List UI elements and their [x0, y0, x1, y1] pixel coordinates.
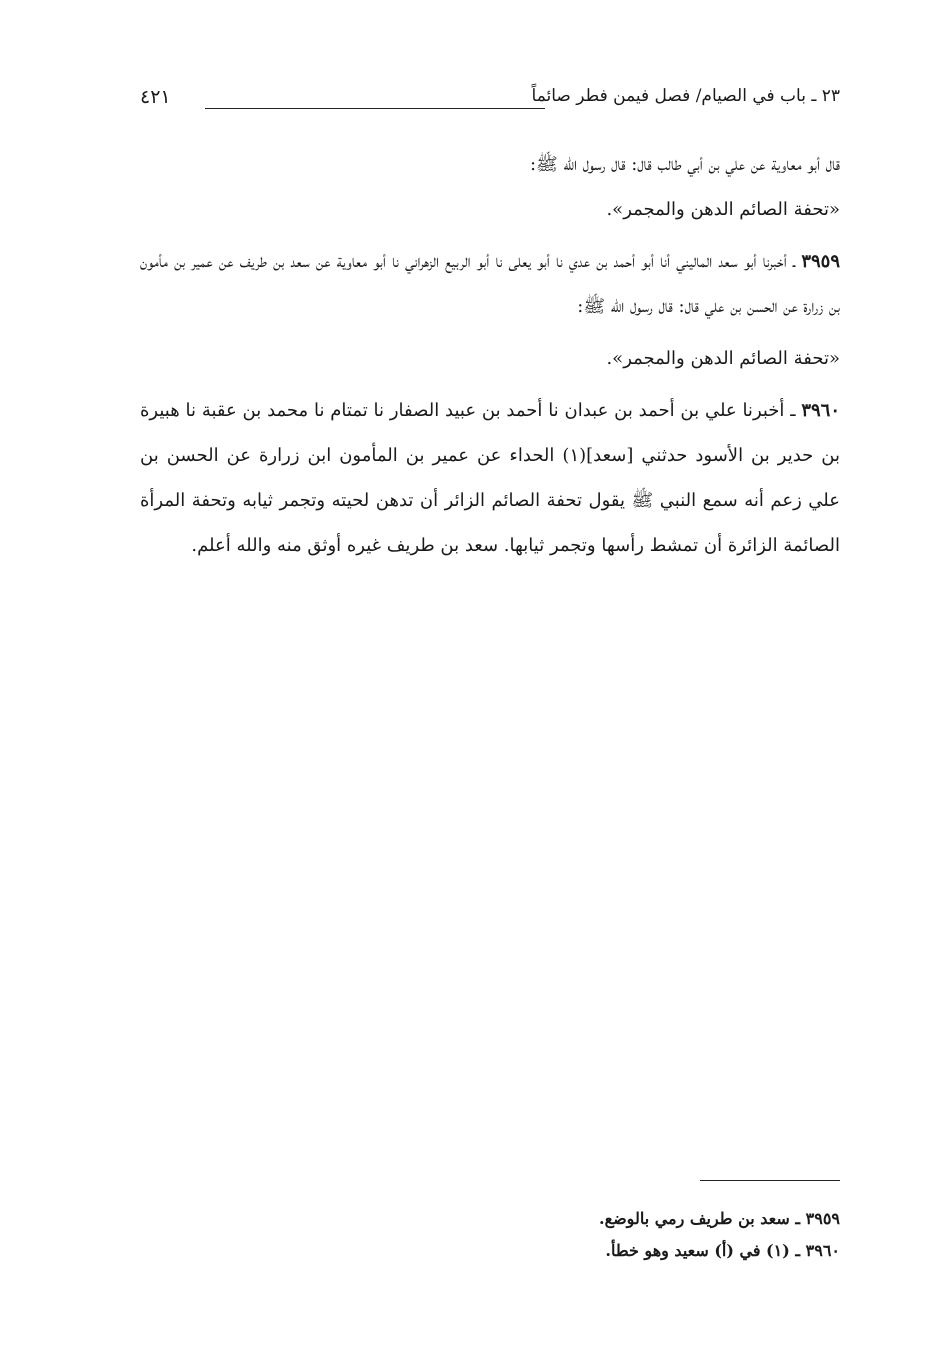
- hadith-quote: «تحفة الصائم الدهن والمجمر».: [606, 348, 840, 369]
- hadith-entry-3960: [140, 388, 840, 568]
- entry-number: ٣٩٥٩: [801, 251, 840, 272]
- paragraph-chain-continuation: قال أبو معاوية عن علي بن أبي طالب قال: قال رسول الله ﷺ:: [529, 154, 840, 175]
- main-text: [140, 142, 840, 568]
- hadith-quote: «تحفة الصائم الدهن والمجمر».: [606, 199, 840, 220]
- header-rule: [205, 108, 545, 109]
- footnotes: [140, 1203, 840, 1267]
- page-number: ٤٢١: [140, 86, 171, 108]
- footnote-3959: ٣٩٥٩ ـ سعد بن طريف رمي بالوضع.: [599, 1209, 840, 1228]
- entry-text: ـ أخبرنا علي بن أحمد بن عبدان نا أحمد بن عبيد الصفار نا تمتام نا محمد بن عقبة نا هبيرة بن حدير بن الأسود حدثني [سعد](١) الحداء عن عمير بن المأمون ابن زرارة عن الحسن بن علي زعم أنه سمع النبي ﷺ يقول تحفة الصائم الزائر أن تدهن لحيته وتجمر ثيابه وتحفة المرأة الصائمة الزائرة أن تمشط رأسها وتجمر ثيابها. سعد بن طريف غيره أوثق منه والله أعلم.: [140, 400, 840, 556]
- chapter-title: ٢٣ ـ باب في الصيام/ فصل فيمن فطر صائماً: [531, 86, 840, 106]
- running-header: [140, 86, 840, 116]
- footnote-rule: [700, 1180, 840, 1181]
- entry-text: ـ أخبرنا أبو سعد الماليني أنا أبو أحمد بن عدي نا أبو يعلى نا أبو الربيع الزهراني نا أبو معاوية عن سعد بن طريف عن عمير بن مأمون بن زرارة عن الحسن بن علي قال: قال رسول الله ﷺ:: [140, 251, 840, 317]
- hadith-entry-3959: [140, 239, 840, 329]
- entry-number: ٣٩٦٠: [801, 400, 840, 421]
- footnote-3960: ٣٩٦٠ ـ (١) في (أ) سعيد وهو خطأ.: [605, 1241, 840, 1260]
